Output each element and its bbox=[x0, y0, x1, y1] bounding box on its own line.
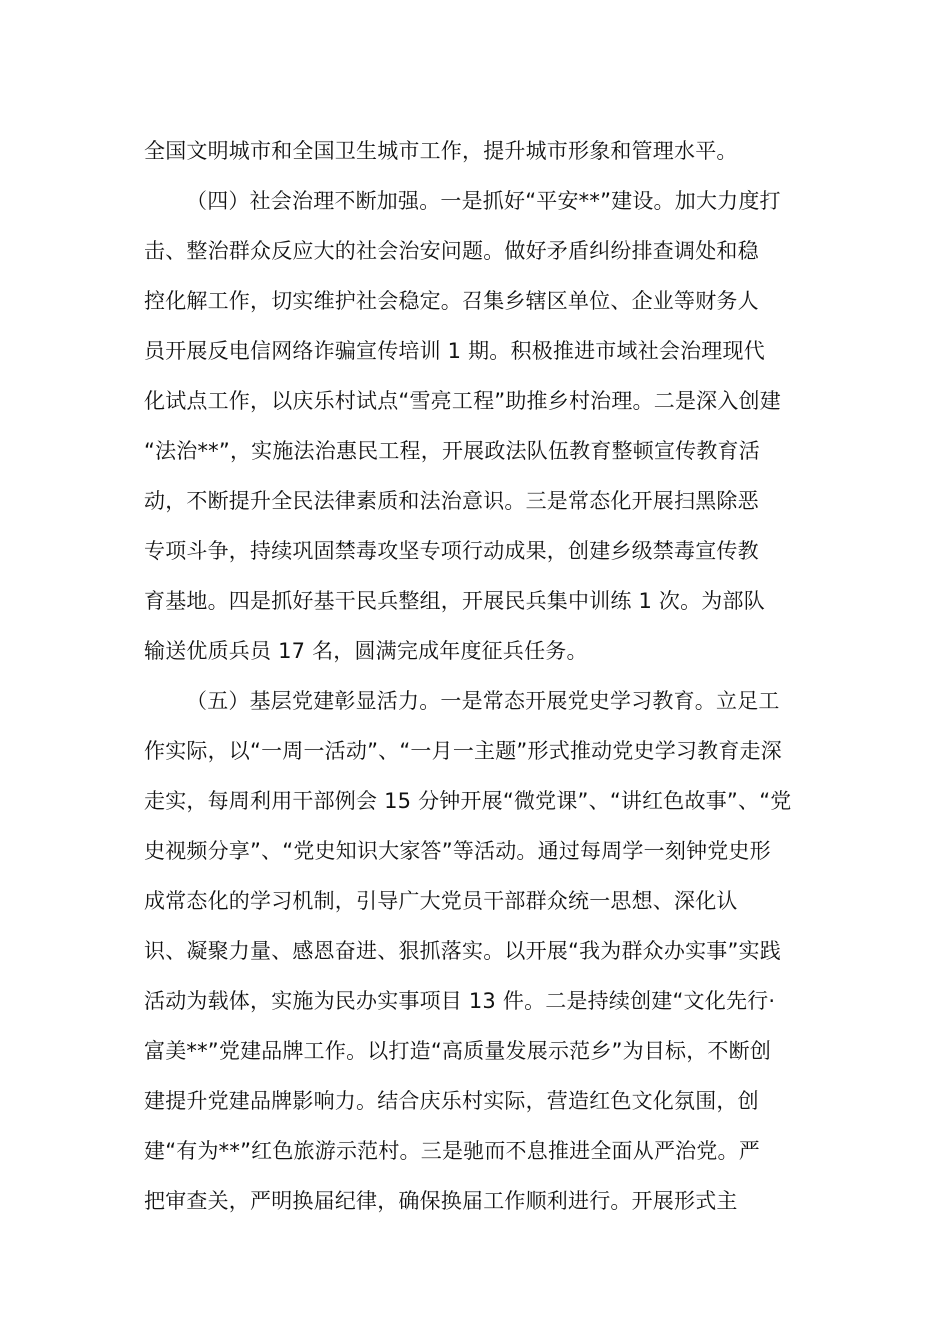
text-line: 育基地。四是抓好基干民兵整组，开展民兵集中训练 1 次。为部队 bbox=[144, 589, 765, 613]
text-line: 全国文明城市和全国卫生城市工作，提升城市形象和管理水平。 bbox=[144, 139, 738, 163]
text-line: 作实际，以“一周一活动”、“一月一主题”形式推动党史学习教育走深 bbox=[144, 739, 782, 763]
text-line: 控化解工作，切实维护社会稳定。召集乡辖区单位、企业等财务人 bbox=[144, 289, 759, 313]
paragraph-start-line: （四）社会治理不断加强。一是抓好“平安**”建设。加大力度打 bbox=[186, 189, 781, 213]
text-line: “法治**”，实施法治惠民工程，开展政法队伍教育整顿宣传教育活 bbox=[144, 439, 760, 463]
text-line: 动，不断提升全民法律素质和法治意识。三是常态化开展扫黑除恶 bbox=[144, 489, 759, 513]
text-line: 把审查关，严明换届纪律，确保换届工作顺利进行。开展形式主 bbox=[144, 1189, 738, 1213]
text-line: 输送优质兵员 17 名，圆满完成年度征兵任务。 bbox=[144, 639, 588, 663]
text-line: 建“有为**”红色旅游示范村。三是驰而不息推进全面从严治党。严 bbox=[144, 1139, 760, 1163]
text-line: 富美**”党建品牌工作。以打造“高质量发展示范乡”为目标，不断创 bbox=[144, 1039, 772, 1063]
paragraph-start-line: （五）基层党建彰显活力。一是常态开展党史学习教育。立足工 bbox=[186, 689, 780, 713]
text-line: 活动为载体，实施为民办实事项目 13 件。二是持续创建“文化先行· bbox=[144, 989, 776, 1013]
text-line: 史视频分享”、“党史知识大家答”等活动。通过每周学一刻钟党史形 bbox=[144, 839, 771, 863]
text-line: 专项斗争，持续巩固禁毒攻坚专项行动成果，创建乡级禁毒宣传教 bbox=[144, 539, 759, 563]
text-line: 走实，每周利用干部例会 15 分钟开展“微党课”、“讲红色故事”、“党 bbox=[144, 789, 792, 813]
text-line: 成常态化的学习机制，引导广大党员干部群众统一思想、深化认 bbox=[144, 889, 738, 913]
text-line: 员开展反电信网络诈骗宣传培训 1 期。积极推进市域社会治理现代 bbox=[144, 339, 765, 363]
text-line: 识、凝聚力量、感恩奋进、狠抓落实。以开展“我为群众办实事”实践 bbox=[144, 939, 781, 963]
text-line: 击、整治群众反应大的社会治安问题。做好矛盾纠纷排查调处和稳 bbox=[144, 239, 759, 263]
text-line: 化试点工作，以庆乐村试点“雪亮工程”助推乡村治理。二是深入创建 bbox=[144, 389, 781, 413]
text-line: 建提升党建品牌影响力。结合庆乐村实际，营造红色文化氛围，创 bbox=[144, 1089, 759, 1113]
